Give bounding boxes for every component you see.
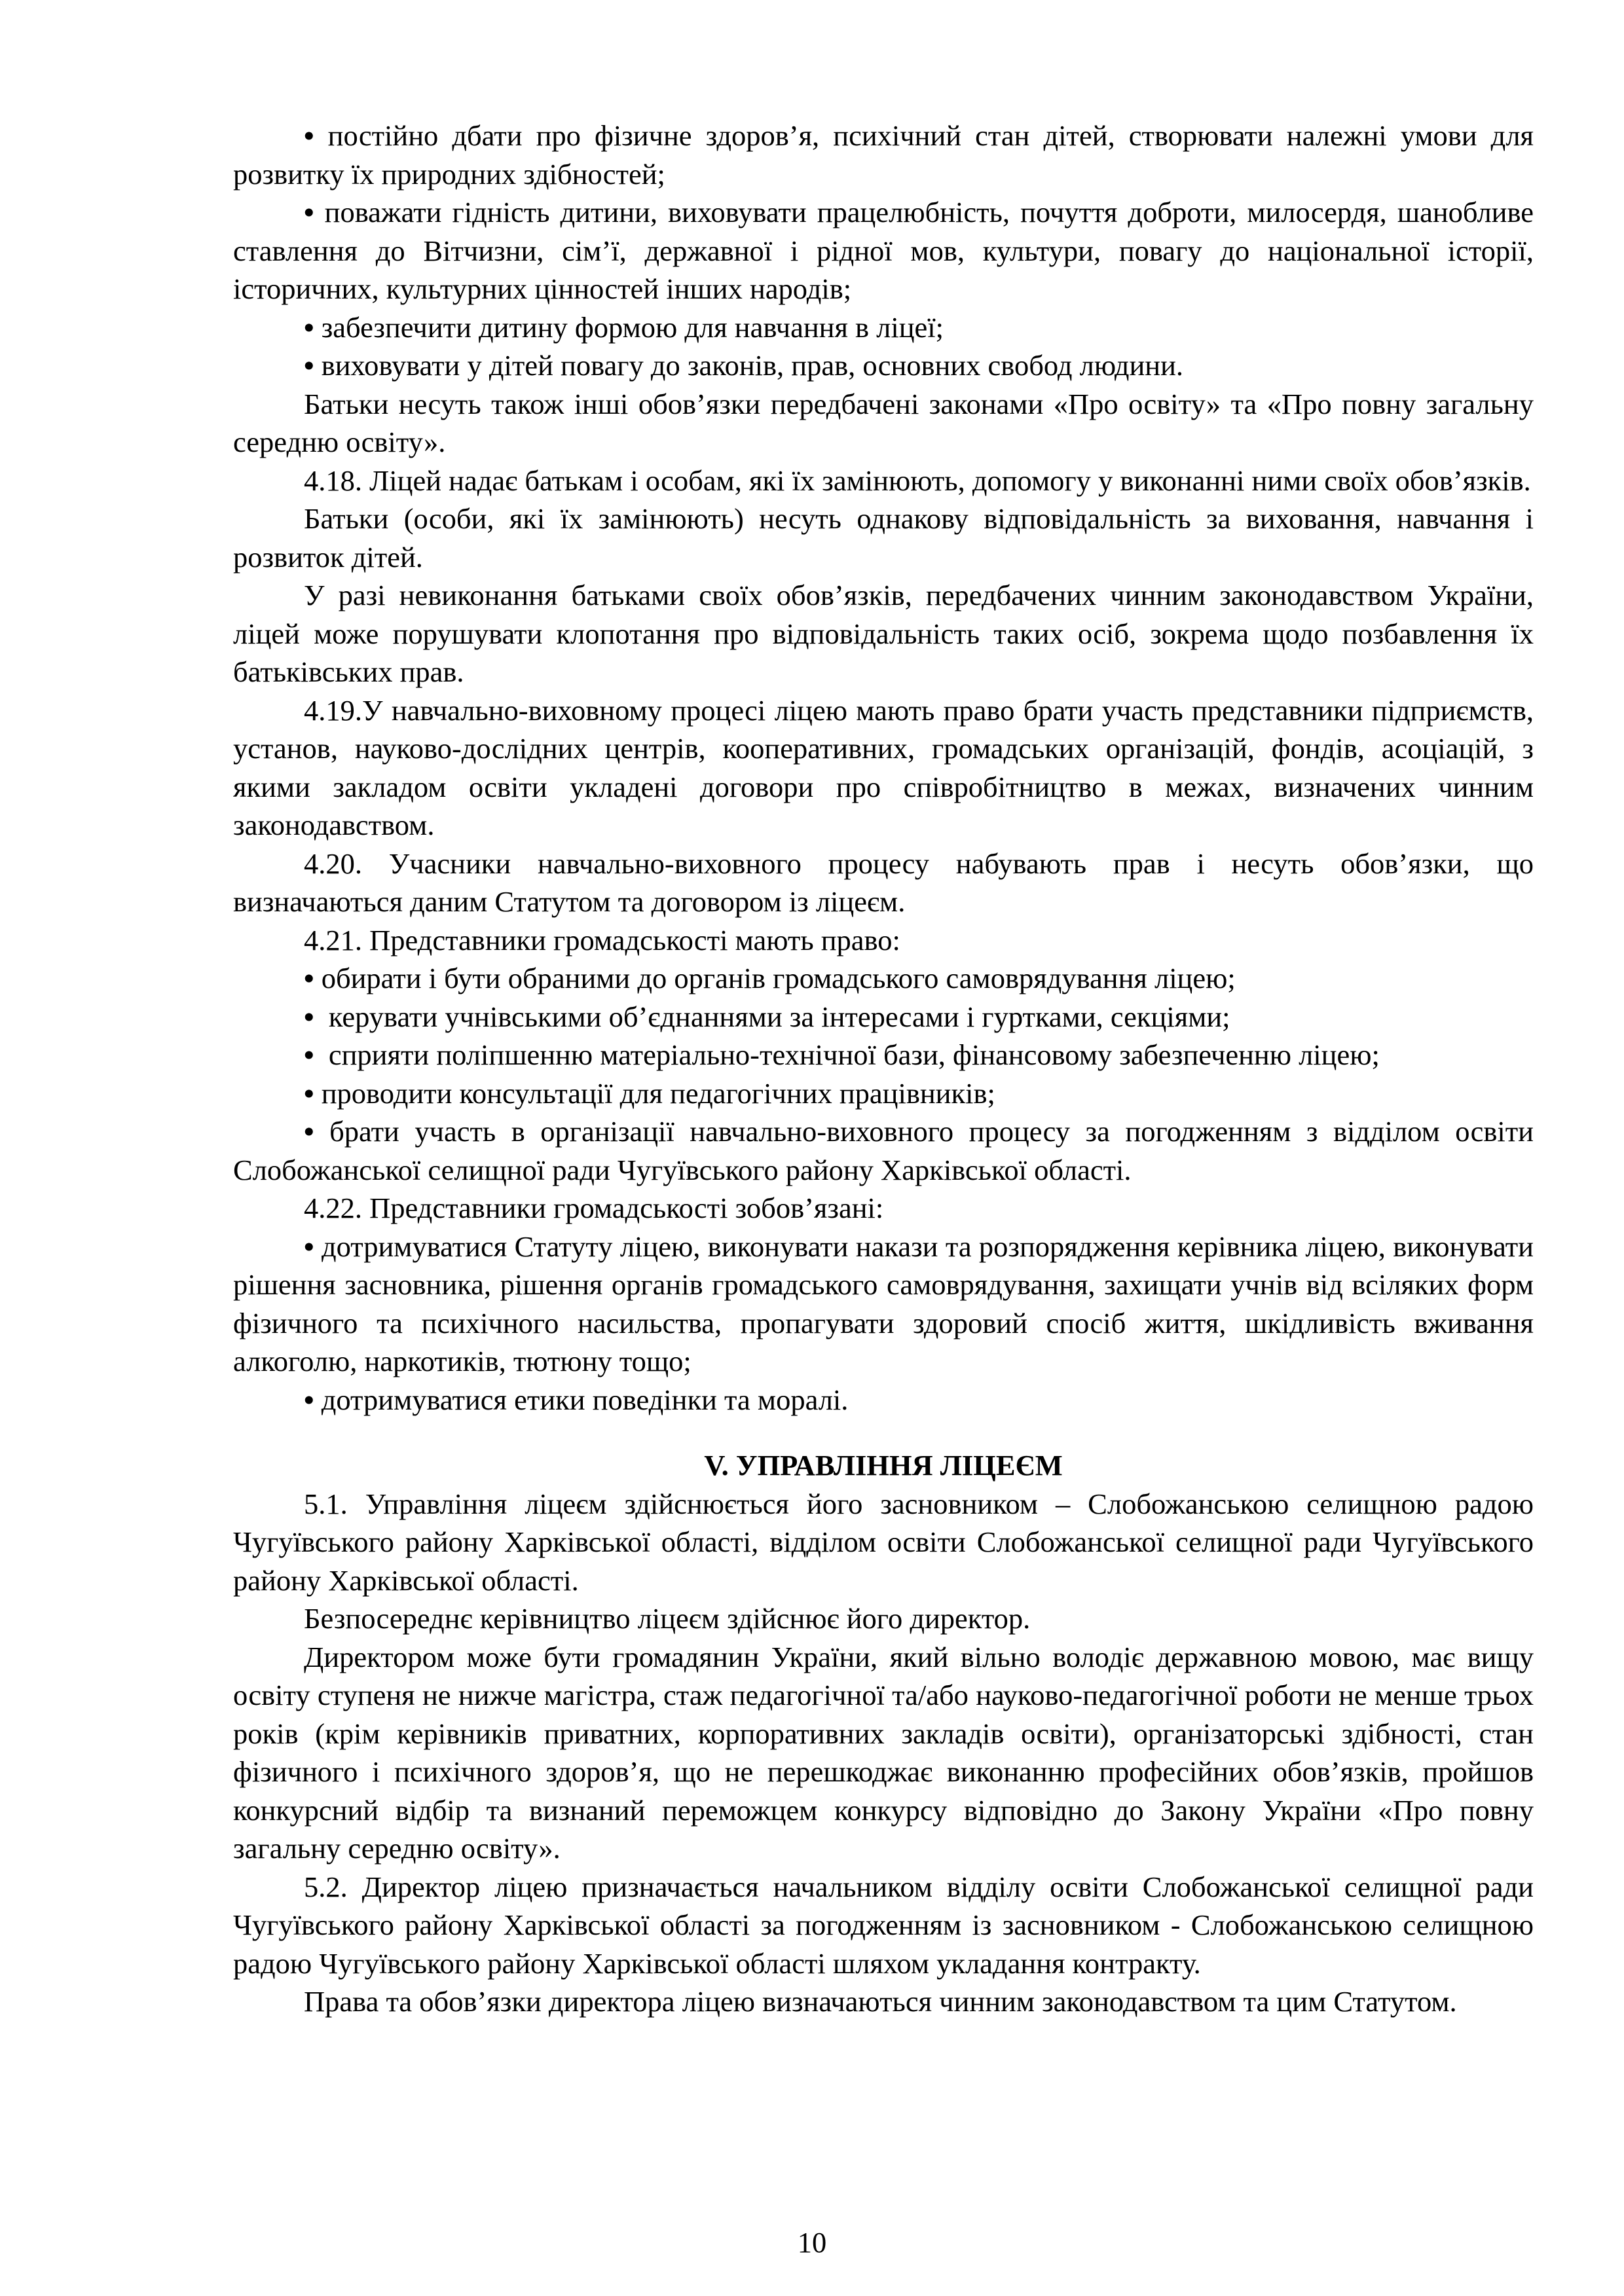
- bullet-paragraph: • сприяти поліпшенню матеріально-технічної бази, фінансовому забезпеченню ліцею;: [233, 1036, 1534, 1074]
- bullet-paragraph: • дотримуватися етики поведінки та моралі.: [233, 1381, 1534, 1419]
- paragraph: 5.1. Управління ліцеєм здійснюється його засновником – Слобожанською селищною радою Чугуївського району Харківської області, відділом освіти Слобожанської селищної ради Чугуївського району Харківської області.: [233, 1487, 1534, 1597]
- bullet-paragraph: • постійно дбати про фізичне здоров’я, психічний стан дітей, створювати належні умови для розвитку їх природних здібностей;: [233, 117, 1534, 193]
- paragraph: Безпосереднє керівництво ліцеєм здійснює його директор.: [304, 1602, 1031, 1635]
- bullet-paragraph: • дотримуватися Статуту ліцею, виконувати накази та розпорядження керівника ліцею, виконувати рішення засновника, рішення органів громадського самоврядування, захищати учнів від всіляких форм фізичного та психічного насильства, пропагувати здоровий спосіб життя, шкідливість вживання алкоголю, наркотиків, тютюну тощо;: [233, 1228, 1534, 1381]
- paragraph: Батьки (особи, які їх замінюють) несуть однакову відповідальність за виховання, навчання і розвиток дітей.: [233, 502, 1534, 574]
- paragraph: Батьки несуть також інші обов’язки передбачені законами «Про освіту» та «Про повну загальну середню освіту».: [233, 387, 1534, 458]
- paragraph: У разі невиконання батьками своїх обов’язків, передбачених чинним законодавством України, ліцей може порушувати клопотання про відповідальність таких осіб, зокрема щодо позбавлення їх батьківських прав.: [233, 579, 1534, 688]
- bullet-paragraph: • брати участь в організації навчально-виховного процесу за погодженням з відділом освіти Слобожанської селищної ради Чугуївського району Харківської області.: [233, 1112, 1534, 1189]
- bullet-paragraph: • поважати гідність дитини, виховувати працелюбність, почуття доброти, милосердя, шанобливе ставлення до Вітчизни, сім’ї, державної і рідної мов, культури, повагу до національної історії, історичних, культурних цінностей інших народів;: [233, 193, 1534, 308]
- page-number: 10: [797, 2226, 827, 2259]
- paragraph: 4.22. Представники громадськості зобов’язані:: [304, 1192, 884, 1224]
- section-parents-duties: [233, 117, 1534, 1419]
- bullet-paragraph: • обирати і бути обраними до органів громадського самоврядування ліцею;: [233, 959, 1534, 998]
- bullet-paragraph: • проводити консультації для педагогічних працівників;: [233, 1074, 1534, 1113]
- paragraph: Права та обов’язки директора ліцею визначаються чинним законодавством та цим Статутом.: [304, 1985, 1457, 2018]
- section-heading: V. УПРАВЛІННЯ ЛІЦЕЄМ: [704, 1449, 1063, 1482]
- paragraph: 4.19.У навчально-виховному процесі ліцею мають право брати участь представники підприємств, установ, науково-дослідних центрів, кооперативних, громадських організацій, фондів, асоціацій, з якими закладом освіти укладені договори про співробітництво в межах, визначених чинним законодавством.: [233, 693, 1534, 841]
- paragraph: Директором може бути громадянин України, який вільно володіє державною мовою, має вищу освіту ступеня не нижче магістра, стаж педагогічної та/або науково-педагогічної роботи не менше трьох років (крім керівників приватних, корпоративних закладів освіти), організаторські здібності, стан фізичного і психічного здоров’я, що не перешкоджає виконанню професійних обов’язків, пройшов конкурсний відбір та визнаний переможцем конкурсу відповідно до Закону України «Про повну загальну середню освіту».: [233, 1640, 1534, 1865]
- document-page: [233, 117, 1534, 2021]
- paragraph: 4.21. Представники громадськості мають право:: [304, 923, 900, 957]
- paragraph: 5.2. Директор ліцею призначається начальником відділу освіти Слобожанської селищної ради Чугуївського району Харківської області за погодженням із засновником - Слобожанською селищною радою Чугуївського району Харківської області шляхом укладання контракту.: [233, 1870, 1534, 1980]
- bullet-paragraph: • виховувати у дітей повагу до законів, прав, основних свобод людини.: [233, 346, 1534, 385]
- bullet-paragraph: • забезпечити дитину формою для навчання в ліцеї;: [233, 308, 1534, 347]
- bullet-paragraph: • керувати учнівськими об’єднаннями за інтересами і гуртками, секціями;: [233, 998, 1534, 1036]
- paragraph: 4.18. Ліцей надає батькам і особам, які їх замінюють, допомогу у виконанні ними своїх обов’язків.: [304, 464, 1531, 497]
- paragraph: 4.20. Учасники навчально-виховного процесу набувають прав і несуть обов’язки, що визначаються даним Статутом та договором із ліцеєм.: [233, 847, 1534, 918]
- section-management: [233, 1485, 1534, 2021]
